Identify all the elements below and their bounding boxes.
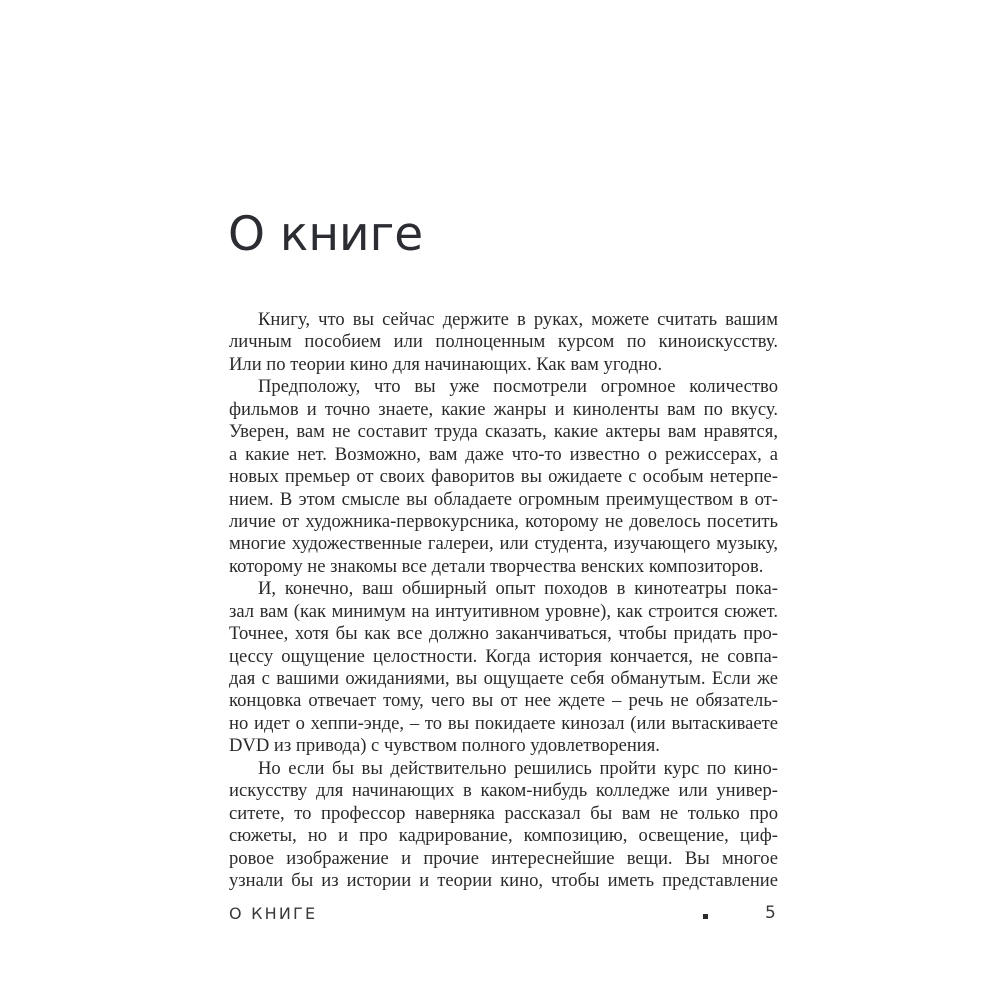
text-line: DVD из привода) с чувством полного удовлетворения. [229, 735, 660, 757]
text-line: И, конечно, ваш обширный опыт походов в кинотеатры пока- [258, 578, 778, 600]
text-line: концовка отвечает тому, чего вы от нее ждете – речь не обязатель- [229, 690, 778, 712]
chapter-title: О книге [228, 207, 424, 262]
text-line: но идет о хеппи-энде, – то вы покидаете кинозал (или вытаскиваете [229, 712, 778, 734]
text-line: многие художественные галереи, или студента, изучающего музыку, [229, 533, 778, 555]
text-line: Книгу, что вы сейчас держите в руках, можете считать вашим [258, 309, 778, 330]
text-line: личие от художника-первокурсника, которому не довелось посетить [229, 510, 778, 532]
text-line: Предположу, что вы уже посмотрели огромное количество [258, 376, 778, 398]
text-line: нием. В этом смысле вы обладаете огромным преимуществом в от- [229, 488, 778, 510]
text-line: цессу ощущение целостности. Когда история кончается, не совпа- [229, 645, 778, 667]
text-line: которому не знакомы все детали творчества венских композиторов. [229, 555, 764, 577]
text-line: Но если бы вы действительно решились пройти курс по кино- [258, 757, 778, 779]
running-head: О КНИГЕ [229, 904, 318, 923]
text-line: личным пособием или полноценным курсом по киноискусству. [229, 331, 778, 353]
text-line: дая с вашими ожиданиями, вы ощущаете себя обманутым. Если же [229, 668, 778, 689]
text-line: Уверен, вам не составит труда сказать, какие актеры вам нравятся, [229, 421, 778, 443]
text-line: новых премьер от своих фаворитов вы ожидаете с особым нетерпе- [229, 466, 778, 488]
text-line: сюжеты, но и про кадрирование, композицию, освещение, циф- [229, 825, 778, 847]
text-line: а какие нет. Возможно, вам даже что-то известно о режиссерах, а [229, 443, 778, 465]
text-line: ровое изображение и прочие интереснейшие вещи. Вы многое [229, 847, 778, 869]
text-line: узнали бы из истории и теории кино, чтобы иметь представление [229, 869, 778, 891]
text-line: ситете, то профессор наверняка рассказал бы вам не только про [229, 802, 778, 824]
text-line: искусству для начинающих в каком-нибудь колледже или универ- [229, 780, 778, 802]
text-line: фильмов и точно знаете, какие жанры и киноленты вам по вкусу. [229, 398, 778, 420]
text-line: Точнее, хотя бы как все должно заканчиваться, чтобы придать про- [229, 623, 778, 645]
body-text [229, 309, 778, 892]
page-number: 5 [765, 903, 776, 923]
square-bullet-icon [703, 914, 708, 919]
text-line: Или по теории кино для начинающих. Как вам угодно. [229, 353, 663, 375]
text-line: зал вам (как минимум на интуитивном уровне), как строится сюжет. [229, 600, 778, 622]
